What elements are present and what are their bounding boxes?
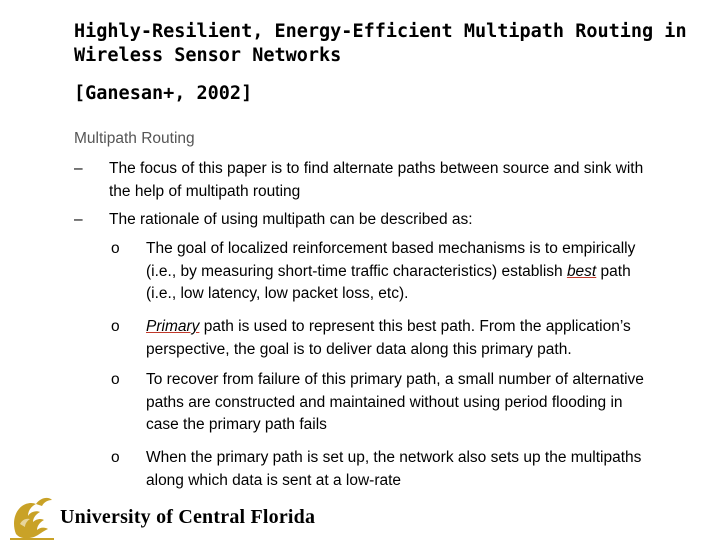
bullet-line: the help of multipath routing (109, 182, 301, 200)
pegasus-logo-icon (6, 494, 58, 540)
circle-bullet-marker: o (111, 318, 120, 335)
bullet-line: The rationale of using multipath can be described as: (109, 211, 473, 228)
sub-bullet-text (146, 238, 635, 306)
university-footer (6, 494, 316, 540)
slide-title-line-1: Highly-Resilient, Energy-Efficient Multipath Routing in (74, 21, 687, 42)
sub-bullet-line: (i.e., low latency, low packet loss, etc). (146, 285, 409, 302)
dash-marker: – (74, 160, 83, 177)
citation: [Ganesan+, 2002] (74, 83, 253, 104)
circle-bullet-marker: o (111, 240, 120, 257)
slide-title-line-2: Wireless Sensor Networks (74, 45, 342, 66)
circle-bullet-marker: o (111, 371, 120, 388)
sub-bullet-line: case the primary path fails (146, 416, 327, 433)
bullet-text (109, 209, 473, 232)
sub-bullet-line: The goal of localized reinforcement based mechanisms is to empirically (146, 240, 636, 257)
sub-bullet-line: When the primary path is set up, the network also sets up the multipaths (146, 449, 642, 466)
university-name: University of Central Florida (60, 506, 316, 528)
sub-bullet-text (146, 316, 631, 361)
sub-bullet-line: along which data is sent at a low-rate (146, 471, 402, 489)
slide-title (74, 20, 694, 68)
emphasis-best: best (566, 262, 597, 280)
circle-bullet-marker: o (111, 449, 120, 466)
emphasis-primary: Primary (146, 318, 200, 335)
sub-bullet-text (146, 447, 641, 492)
sub-bullet-line: paths are constructed and maintained without using period flooding in (146, 393, 623, 411)
bullet-line: The focus of this paper is to find alternate paths between source and sink with (109, 160, 644, 177)
bullet-text (109, 158, 643, 203)
sub-bullet-line: (i.e., by measuring short-time traffic characteristics) establish best path (146, 262, 631, 280)
sub-bullet-line: perspective, the goal is to deliver data along this primary path. (146, 340, 572, 358)
dash-marker: – (74, 211, 83, 228)
sub-bullet-line: Primary path is used to represent this best path. From the application’s (146, 318, 631, 335)
section-heading: Multipath Routing (74, 130, 195, 147)
sub-bullet-line: To recover from failure of this primary path, a small number of alternative (146, 371, 644, 388)
sub-bullet-text (146, 369, 644, 437)
